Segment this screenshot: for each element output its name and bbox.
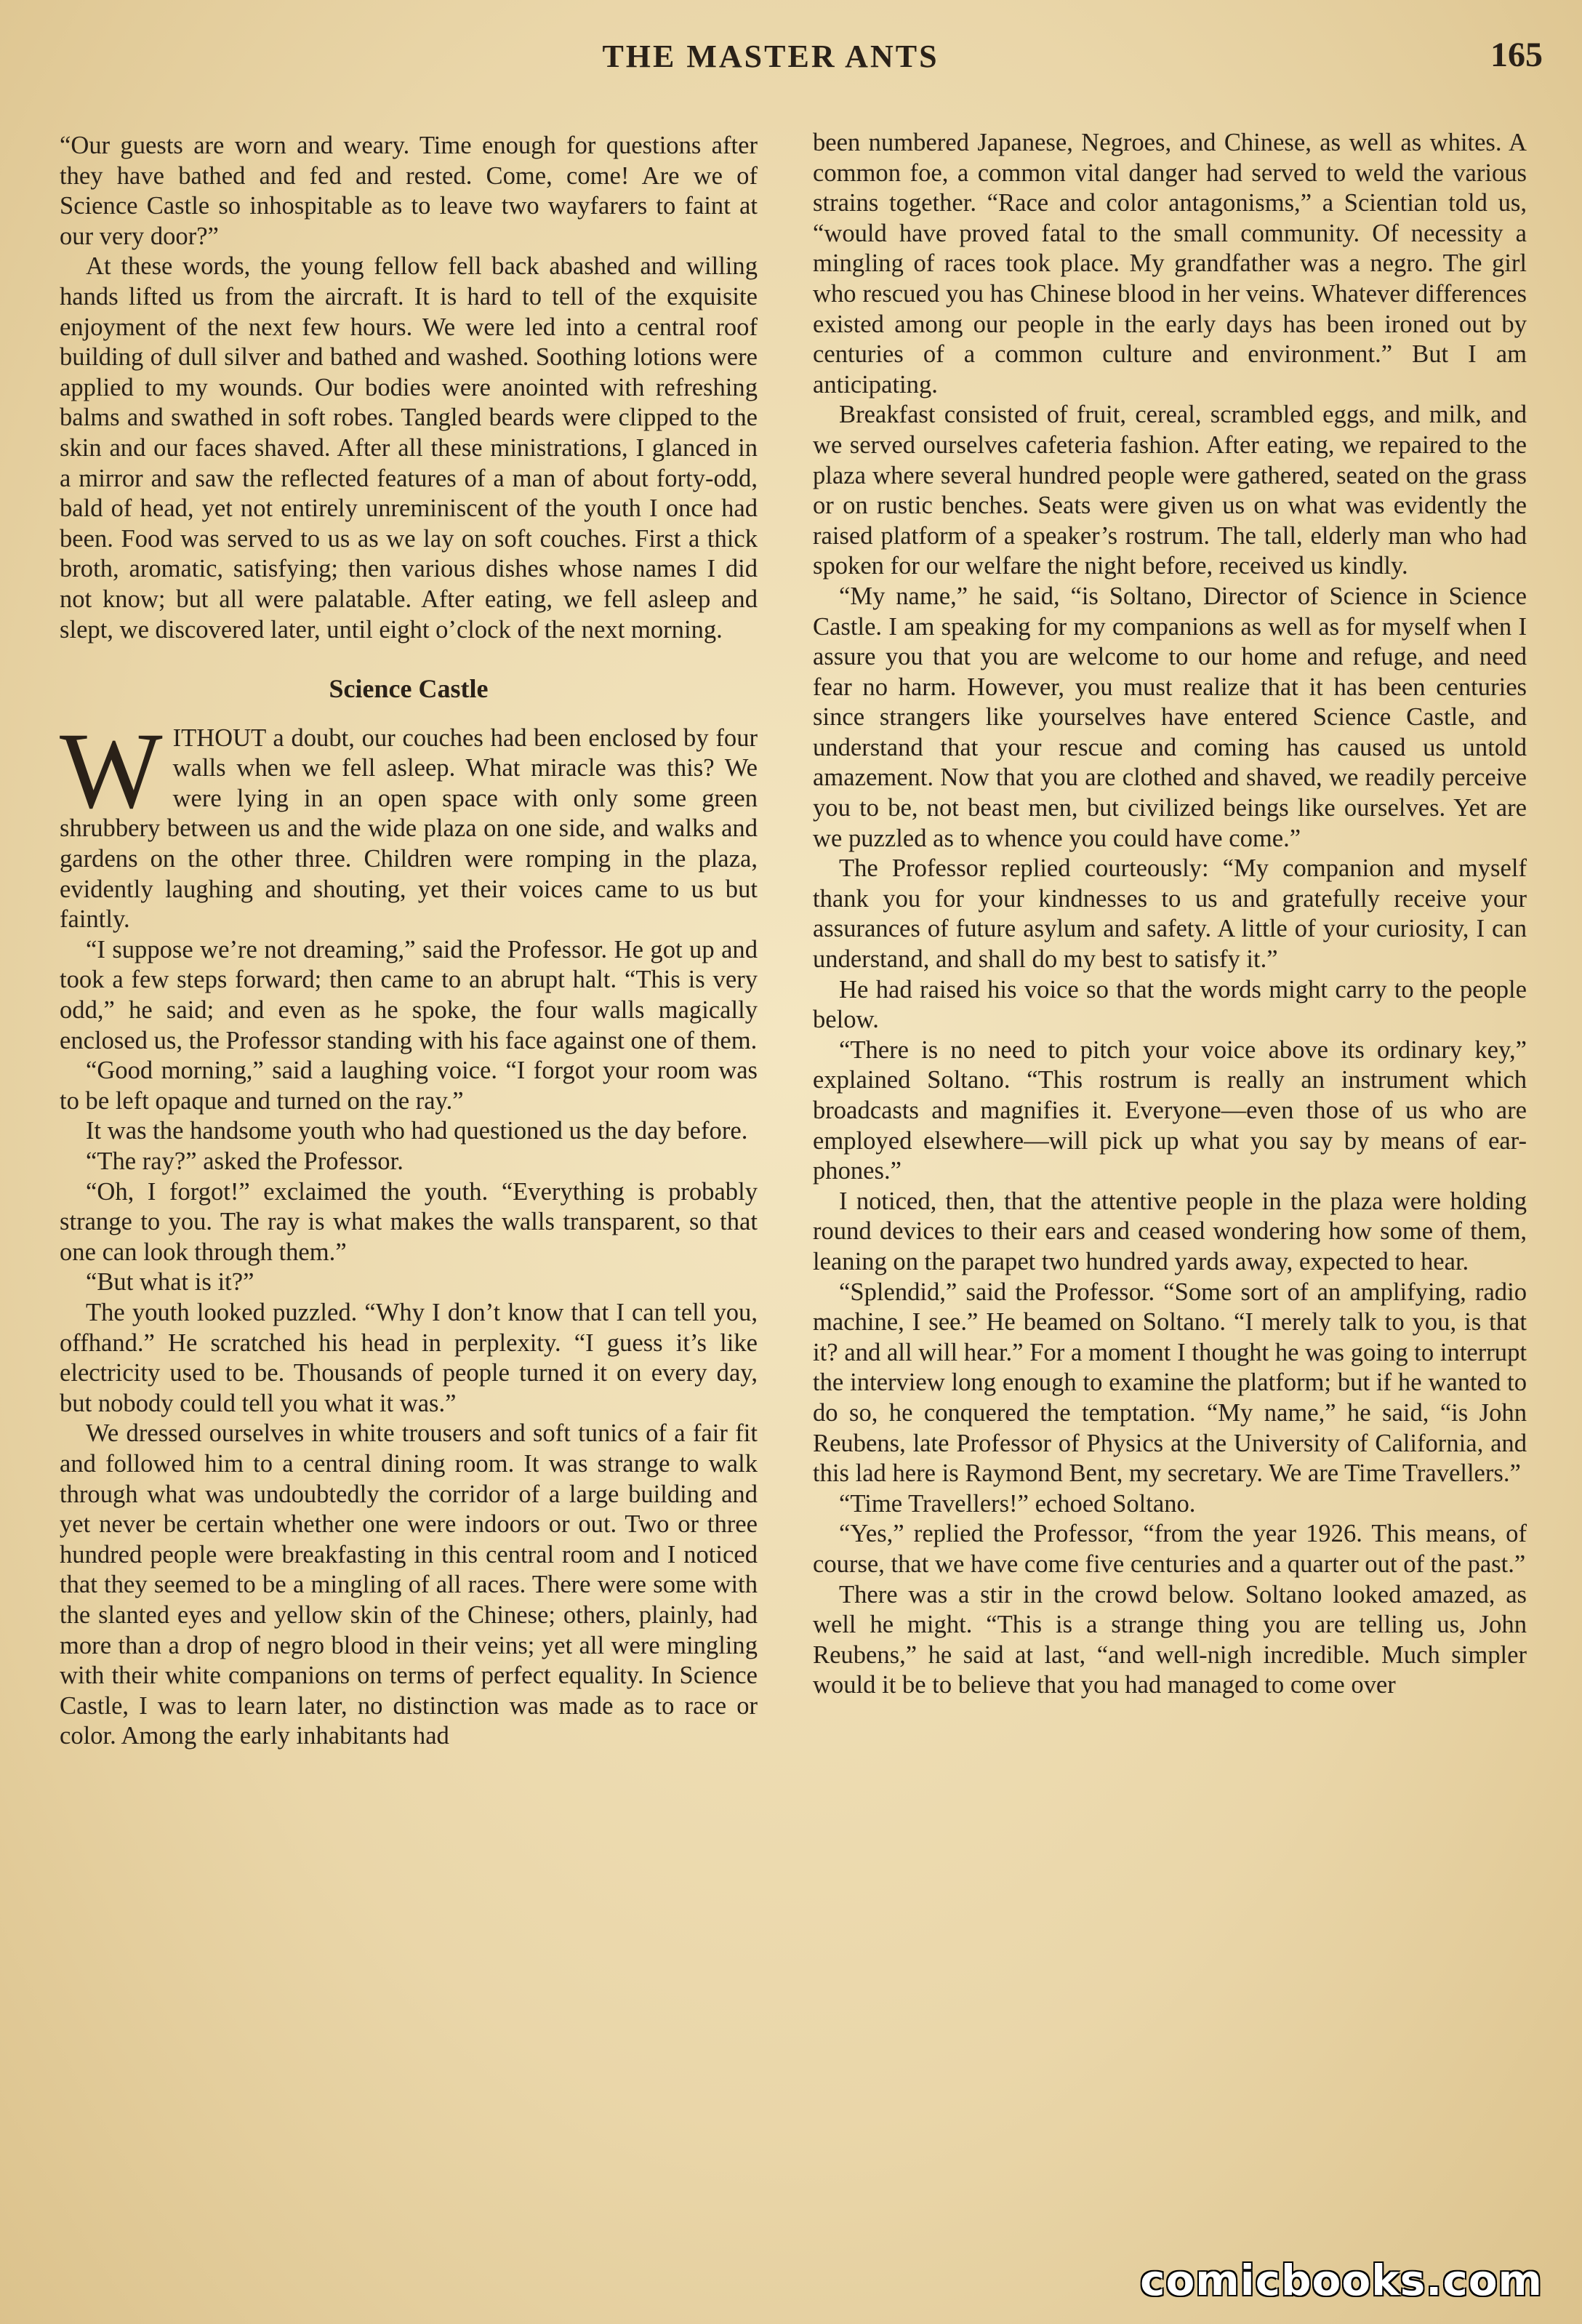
paragraph: The youth looked puzzled. “Why I don’t know that I can tell you, offhand.” He scratched his head in perplexity. “I guess it’s like electricity used to be. Thousands of people turned it on every day, but nobody could tell you what it was.” (60, 1298, 758, 1417)
site-watermark: comicbooks.com (1140, 2256, 1543, 2305)
paragraph: “There is no need to pitch your voice above its ordinary key,” explained Soltano. “This rostrum is really an instrument which broadcasts and magnifies it. Everyone—even those of us who are employed elsewhere—will pick up what you say by means of ear-phones.” (813, 1035, 1527, 1185)
paragraph-text: ITHOUT a doubt, our couches had been enclosed by four walls when we fell asleep. What miracle was this? We were lying in an open space with only some green shrubbery between us and the wide plaza on one side, and walks and gardens on the other three. Children were romping in the plaza, evidently laughing and shouting, yet their voices came to us but faintly. (60, 724, 758, 934)
paragraph: There was a stir in the crowd below. Soltano looked amazed, as well he might. “This is a strange thing you are telling us, John Reubens,” he said at last, “and well-nigh incredible. Much simpler would it be to believe that you had managed to come over (813, 1580, 1527, 1699)
paragraph: “Splendid,” said the Professor. “Some sort of an amplifying, radio machine, I see.” He beamed on Soltano. “I merely talk to you, is that it? and all will hear.” For a moment I thought he was going to interrupt the interview long enough to examine the platform; but if he wanted to do so, he conquered the temptation. “My name,” he said, “is John Reubens, late Professor of Physics at the University of California, and this lad here is Raymond Bent, my secretary. We are Time Travellers.” (813, 1278, 1527, 1488)
paragraph (60, 710, 758, 935)
running-head (0, 38, 1582, 81)
paragraph: “The ray?” asked the Professor. (86, 1147, 403, 1175)
paragraph: “Time Travellers!” echoed Soltano. (839, 1489, 1196, 1518)
paragraph: been numbered Japanese, Negroes, and Chinese, as well as whites. A common foe, a common vital danger had served to weld the various strains together. “Race and color antagonisms,” a Scientian told us, “would have proved fatal to the small community. Of necessity a mingling of races took place. My grandfather was a negro. The girl who rescued you has Chinese blood in her veins. Whatever differences existed among our people in the early days has been ironed out by centuries of a common culture and environment.” But I am anticipating. (813, 129, 1527, 398)
paragraph: “Yes,” replied the Professor, “from the year 1926. This means, of course, that we have come five centuries and a quarter out of the past.” (813, 1520, 1527, 1578)
left-column (60, 131, 758, 1752)
paragraph: “My name,” he said, “is Soltano, Director of Science in Science Castle. I am speaking for my companions as well as for myself when I assure you that you are welcome to our home and refuge, and need fear no harm. However, you must realize that it has been centuries since strangers like yourselves have entered Science Castle, and understand that your rescue and coming has caused us untold amazement. Now that you are clothed and shaved, we readily perceive you to be, not beast men, but civilized beings like ourselves. Yet are we puzzled as to whence you could have come.” (813, 582, 1527, 852)
page-title: THE MASTER ANTS (602, 39, 939, 74)
paragraph: Breakfast consisted of fruit, cereal, scrambled eggs, and milk, and we served ourselves cafeteria fashion. After eating, we repaired to the plaza where several hundred people were gathered, seated on the grass or on rustic benches. Seats were given us on what was evidently the raised platform of a speaker’s rostrum. The tall, elderly man who had spoken for our welfare the night before, received us kindly. (813, 401, 1527, 580)
paragraph: At these words, the young fellow fell back abashed and willing hands lifted us from the aircraft. It is hard to tell of the exquisite enjoyment of the next few hours. We were led into a central roof building of dull silver and bathed and washed. Soothing lotions were applied to my wounds. Our bodies were anointed with refreshing balms and swathed in soft robes. Tangled beards were clipped to the skin and our faces shaved. After all these ministrations, I glanced in a mirror and saw the reflected features of a man of about forty-odd, bald of head, yet not entirely unreminiscent of the youth I once had been. Food was served to us as we lay on soft couches. First a thick broth, aromatic, satisfying; then various dishes whose names I did not know; but all were palatable. After eating, we fell asleep and slept, we discovered later, until eight o’clock of the next morning. (60, 252, 758, 644)
paragraph: “Good morning,” said a laughing voice. “I forgot your room was to be left opaque and turned on the ray.” (60, 1057, 758, 1115)
paragraph: “Oh, I forgot!” exclaimed the youth. “Everything is probably strange to you. The ray is what makes the walls transparent, so that one can look through them.” (60, 1177, 758, 1266)
paragraph: The Professor replied courteously: “My companion and myself thank you for your kindnesses to us and gratefully receive your assurances of future asylum and safety. A little of your curiosity, I can understand, and shall do my best to satisfy it.” (813, 854, 1527, 974)
paragraph: “Our guests are worn and weary. Time enough for questions after they have bathed and fed and rested. Come, come! Are we of Science Castle so inhospitable as to leave two wayfarers to faint at our very door?” (60, 132, 758, 250)
right-column (813, 128, 1527, 1701)
paragraph: “I suppose we’re not dreaming,” said the Professor. He got up and took a few steps forward; then came to an abrupt halt. “This is very odd,” he said; and even as he spoke, the four walls magically enclosed us, the Professor standing with his face against one of them. (60, 935, 758, 1054)
paragraph: “But what is it?” (86, 1268, 254, 1297)
paragraph: We dressed ourselves in white trousers and soft tunics of a fair fit and followed him to a central dining room. It was strange to walk through what was undoubtedly the corridor of a large building and yet never be certain whether one were indoors or out. Two or three hundred people were breakfasting in this central room and I noticed that they seemed to be a mingling of all races. There were some with the slanted eyes and yellow skin of the Chinese; others, plainly, had more than a drop of negro blood in their veins; yet all were mingling with their white companions on terms of perfect equality. In Science Castle, I was to learn later, no distinction was made as to race or color. Among the early inhabitants had (60, 1419, 758, 1750)
paragraph: I noticed, then, that the attentive people in the plaza were holding round devices to their ears and ceased wondering how some of them, leaning on the parapet two hundred yards away, expected to hear. (813, 1187, 1527, 1275)
section-heading: Science Castle (329, 674, 489, 704)
page-number: 165 (1490, 36, 1543, 74)
paragraph: He had raised his voice so that the words might carry to the people below. (813, 975, 1527, 1034)
paragraph: It was the handsome youth who had questioned us the day before. (86, 1117, 748, 1145)
drop-cap: W (60, 710, 163, 831)
